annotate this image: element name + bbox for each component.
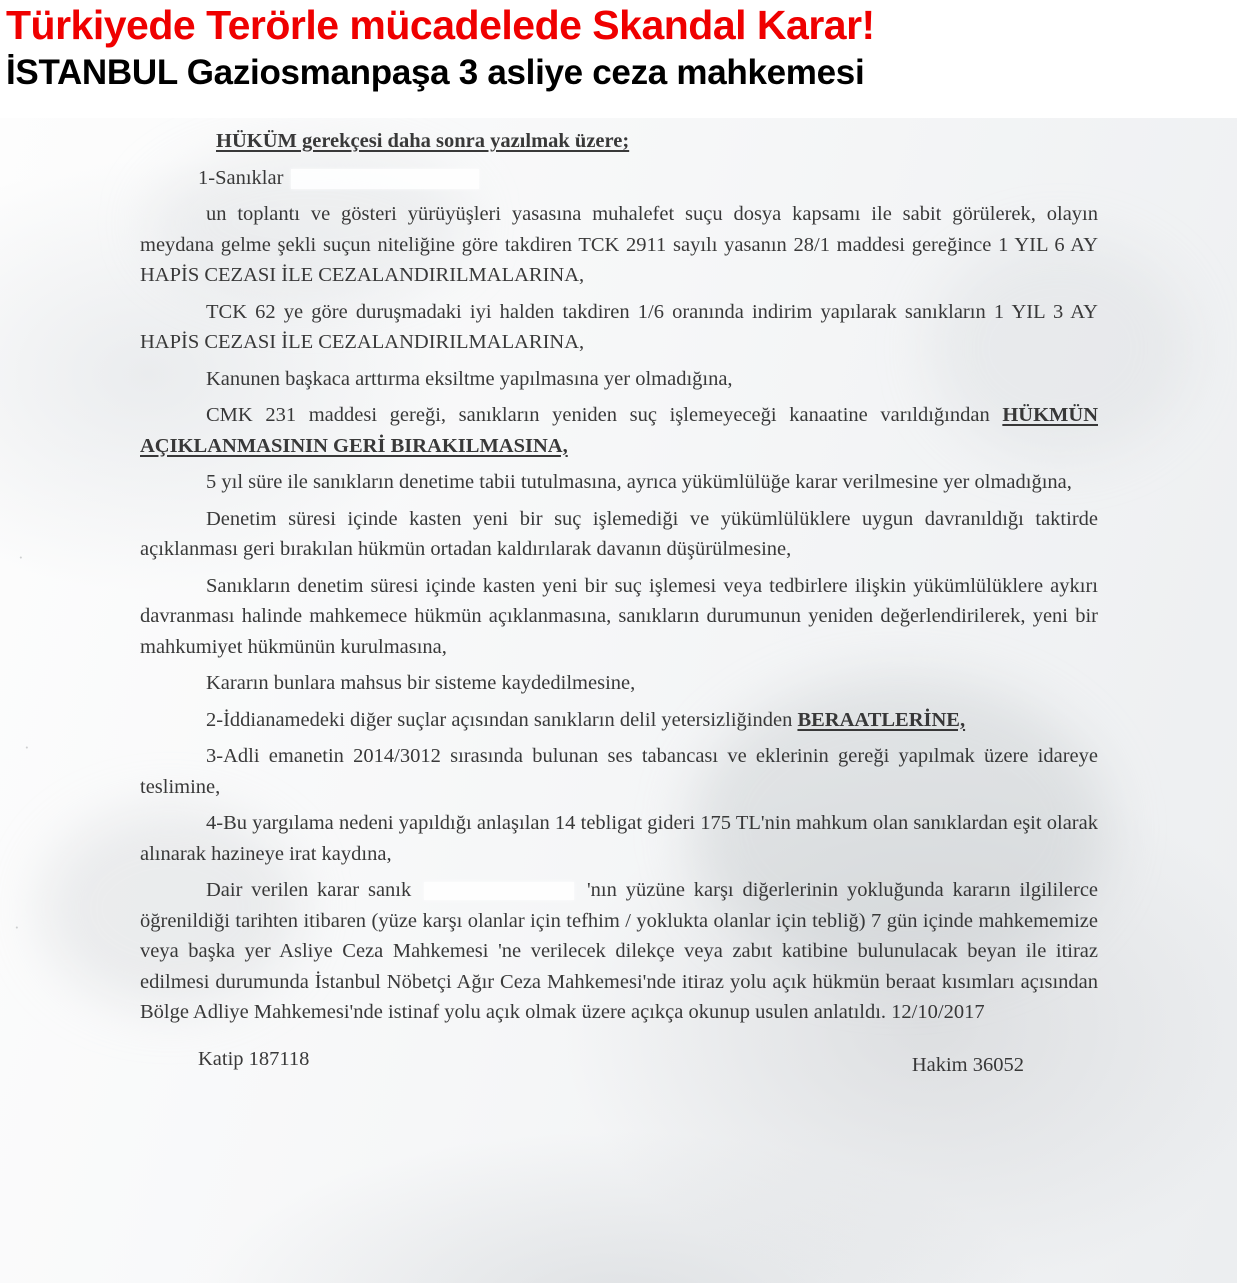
document-body xyxy=(140,126,1098,1078)
closing-text-after-redaction: 'nın yüzüne karşı diğerlerinin yokluğunda kararın ilgililerce öğrenildiği tarihten itibaren (yüze karşı olanlar için tefhim / yoklukta olanlar için tebliğ) 7 gün içinde mahkememize veya başka yer Asliye Ceza Mahkemesi 'ne verilecek dilekçe veya zabıt katibine bulunulacak beyan ile itiraz edilmesi durumunda İstanbul Nöbetçi Ağır Ceza Mahkemesi'nde itiraz yolu açık hükmün beraat kısımları açısından Bölge Adliye Mahkemesi'nde istinaf yolu açık olmak üzere açıkça okunup usulen anlatıldı. 12/10/2017 xyxy=(140,879,1099,1023)
judge-signature: Hakim 36052 xyxy=(911,1053,1024,1076)
paragraph-2: TCK 62 ye göre duruşmadaki iyi halden takdiren 1/6 oranında indirim yapılarak sanıkların 1 YIL 3 AY HAPİS CEZASI İLE CEZALANDIRILMALARINA, xyxy=(140,300,1098,353)
paragraph-9: 2-İddianamedeki diğer suçlar açısından sanıkların delil yetersizliğinden BERAATLERİNE, xyxy=(206,708,966,731)
document-heading-underlined: HÜKÜM gerekçesi daha sonra yazılmak üzere; xyxy=(216,130,630,152)
scan-artifact: · xyxy=(14,918,20,937)
defendants-label: 1-Sanıklar xyxy=(198,166,284,189)
paragraph-8: Kararın bunlara mahsus bir sisteme kaydedilmesine, xyxy=(206,672,636,694)
paragraph-10: 3-Adli emanetin 2014/3012 sırasında bulunan ses tabancası ve eklerinin gereği yapılmak üzere idareye teslimine, xyxy=(140,745,1098,798)
scan-artifact: · xyxy=(24,738,30,757)
emphasised-ruling-phrase: BERAATLERİNE, xyxy=(797,708,966,731)
closing-paragraph xyxy=(140,875,1098,1028)
paragraph-3: Kanunen başkaca arttırma eksiltme yapılmasına yer olmadığına, xyxy=(206,367,733,390)
paragraph-4: CMK 231 maddesi gereği, sanıkların yeniden suç işlemeyeceği kanaatine varıldığından HÜKMÜN AÇIKLANMASININ GERİ BIRAKILMASINA, xyxy=(140,404,1098,457)
paragraph-7: Sanıkların denetim süresi içinde kasten yeni bir suç işlemesi veya tedbirlere ilişkin yükümlülüklere aykırı davranması halinde mahkemece hükmün açıklanmasına, sanıkların durumunun yeniden değerlendirilerek, yeni bir mahkumiyet hükmünün kurulmasına, xyxy=(140,574,1098,658)
redaction-bar xyxy=(424,882,574,900)
scan-artifact: · xyxy=(18,548,24,567)
clerk-signature: Katip 187118 xyxy=(198,1047,310,1070)
paragraph-6: Denetim süresi içinde kasten yeni bir suç işlemediği ve yükümlülüklere uygun davranıldığı taktirde açıklanması geri bırakılan hükmün ortadan kaldırılarak davanın düşürülmesine, xyxy=(140,507,1098,560)
headline-subtitle: İSTANBUL Gaziosmanpaşa 3 asliye ceza mahkemesi xyxy=(6,53,865,92)
headline-block xyxy=(0,0,1237,97)
document-heading xyxy=(140,126,1098,157)
redaction-bar xyxy=(291,169,479,189)
emphasised-ruling-phrase: HÜKMÜN AÇIKLANMASININ GERİ BIRAKILMASINA, xyxy=(140,404,1098,457)
signature-row xyxy=(140,1044,1098,1078)
defendants-line xyxy=(140,163,1098,194)
scanned-document-image xyxy=(0,118,1237,1283)
paragraph-11: 4-Bu yargılama nedeni yapıldığı anlaşılan 14 tebligat gideri 175 TL'nin mahkum olan sanıklardan eşit olarak alınarak hazineye irat kaydına, xyxy=(140,812,1098,865)
headline-main-title: Türkiyede Terörle mücadelede Skandal Karar! xyxy=(6,2,875,48)
paragraph-1: un toplantı ve gösteri yürüyüşleri yasasına muhalefet suçu dosya kapsamı ile sabit görülerek, olayın meydana gelme şekli suçun niteliğine göre takdiren TCK 2911 sayılı yasanın 28/1 maddesi gereğince 1 YIL 6 AY HAPİS CEZASI İLE CEZALANDIRILMALARINA, xyxy=(140,203,1098,286)
paragraph-5: 5 yıl süre ile sanıkların denetime tabii tutulmasına, ayrıca yükümlülüğe karar verilmesine yer olmadığına, xyxy=(206,471,1072,493)
closing-text-before-redaction: Dair verilen karar sanık xyxy=(206,879,412,901)
